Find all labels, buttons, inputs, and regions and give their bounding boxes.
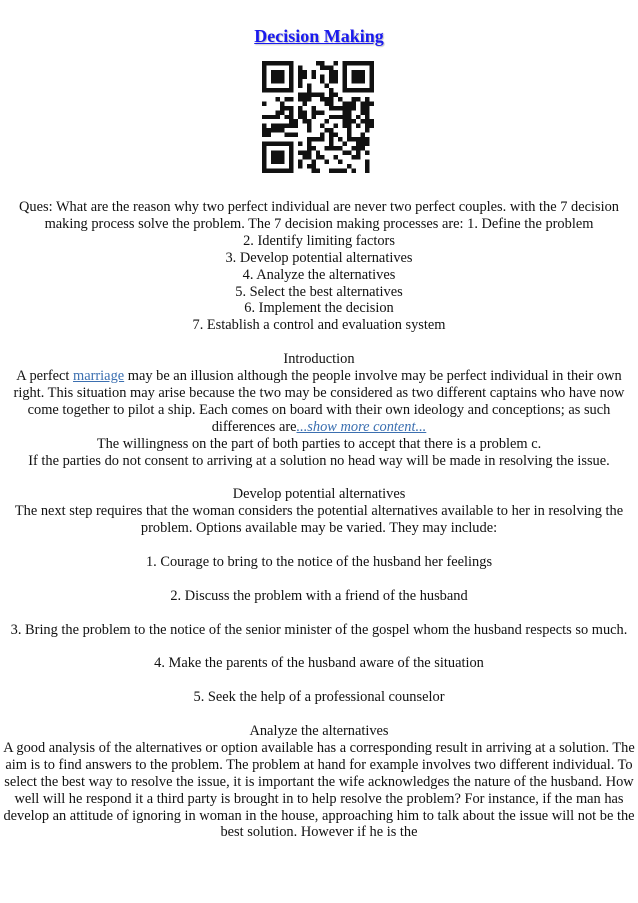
intro-text-rest: may be an illusion although the people involve may be perfect individual in their own right. This situation may arise because the two may be considered as two different captains who have now come together to pilot a ship. Each comes on board with their own ideology and conceptions; as such differences are	[13, 368, 625, 435]
option-item: 4. Make the parents of the husband aware of the situation	[154, 655, 484, 672]
step-item: 3. Develop potential alternatives	[225, 249, 413, 266]
step-item: 5. Select the best alternatives	[235, 283, 403, 300]
section-heading-analyze: Analyze the alternatives	[249, 722, 389, 739]
introduction-line: If the parties do not consent to arriving at a solution no head way will be made in resolving the issue.	[28, 452, 610, 469]
intro-text-start: A perfect	[16, 368, 74, 385]
step-item: 6. Implement the decision	[244, 300, 394, 317]
option-item: 2. Discuss the problem with a friend of the husband	[170, 587, 468, 604]
page-title	[0, 24, 638, 48]
analyze-paragraph: A good analysis of the alternatives or option available has a corresponding result in arriving at a solution. The aim is to find answers to the problem. The problem at hand for example involves two different individual. To select the best way to resolve the issue, it is important the wife acknowledges the nature of the husband. How well will he respond it a third party is brought in to help resolve the problem? For instance, if the man has develop an attitude of ignoring in woman in the house, approaching him to talk about the issue will not be the best solution. However if he is the	[3, 739, 635, 841]
step-item: 7. Establish a control and evaluation system	[192, 317, 446, 334]
title-link[interactable]: Decision Making	[254, 26, 384, 46]
qr-code-icon	[262, 61, 374, 173]
section-heading-introduction: Introduction	[283, 351, 355, 368]
show-more-link[interactable]: ...show more content...	[296, 418, 427, 435]
document-body	[0, 199, 638, 841]
section-heading-develop: Develop potential alternatives	[232, 486, 406, 503]
option-item: 1. Courage to bring to the notice of the husband her feelings	[145, 553, 493, 570]
option-item: 5. Seek the help of a professional counselor	[193, 689, 445, 706]
introduction-paragraph	[0, 368, 638, 436]
option-item: 3. Bring the problem to the notice of the senior minister of the gospel whom the husband respects so much.	[10, 621, 628, 638]
step-item: 4. Analyze the alternatives	[242, 266, 396, 283]
step-item: 2. Identify limiting factors	[243, 232, 395, 249]
introduction-line: The willingness on the part of both parties to accept that there is a problem c.	[96, 435, 542, 452]
question-paragraph: Ques: What are the reason why two perfect individual are never two perfect couples. with the 7 decision making process solve the problem. The 7 decision making processes are: 1. Define the problem	[19, 199, 619, 232]
develop-paragraph: The next step requires that the woman considers the potential alternatives available to her in resolving the problem. Options available may be varied. They may include:	[14, 503, 624, 537]
marriage-link[interactable]: marriage	[73, 368, 125, 385]
